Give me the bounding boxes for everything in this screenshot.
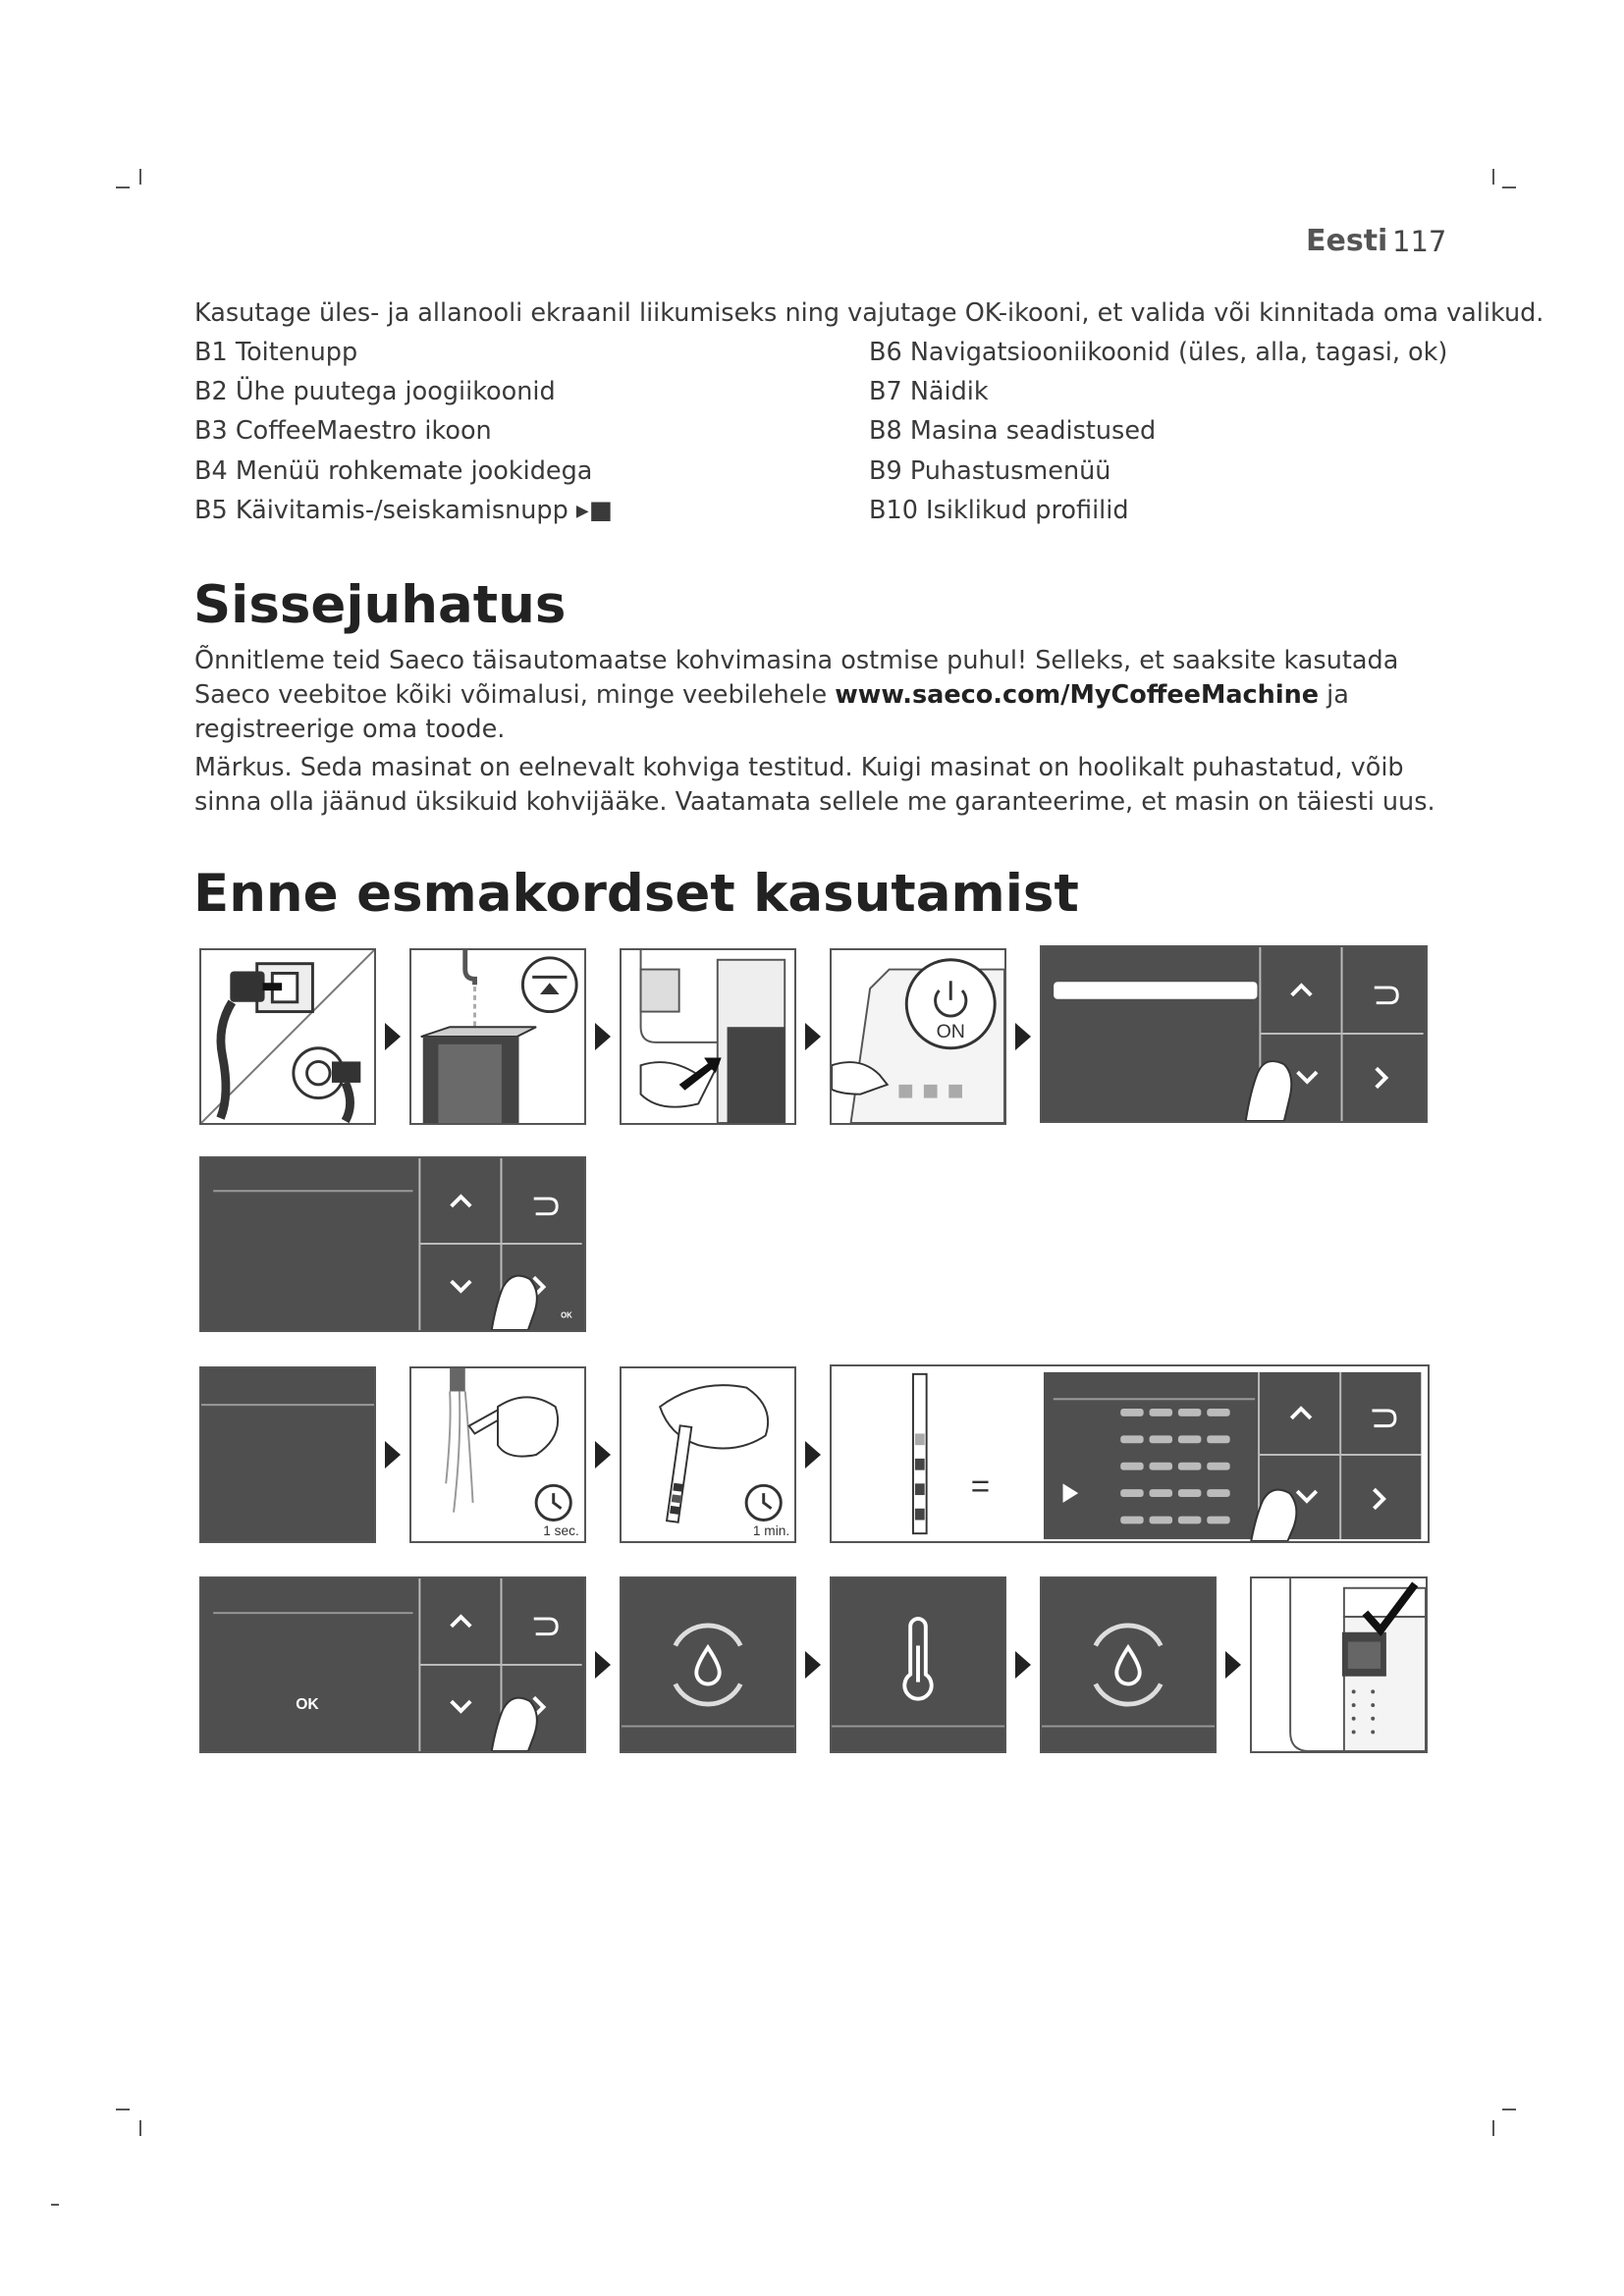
paragraph-text: Õnnitleme teid Saeco täisautomaatse kohvimasina ostmise puhul! Selleks, et saaksite kasutada Saeco veebitoe kõiki võimalusi, minge veebilehele (194, 646, 1399, 710)
figure-done (1250, 1576, 1428, 1753)
figure-display-blank (199, 1366, 376, 1543)
figure-test-strip-water (409, 1366, 586, 1543)
step-arrow (805, 1441, 821, 1468)
chevron-down-icon (452, 1281, 471, 1291)
figure-plug-in (199, 948, 376, 1125)
chevron-right-icon (1377, 1068, 1386, 1088)
step-arrow (595, 1651, 611, 1679)
step-arrow (595, 1441, 611, 1468)
ok-label: OK (296, 1695, 319, 1713)
equals-sign: = (970, 1468, 991, 1506)
step-arrow (1015, 1651, 1031, 1679)
on-label: ON (936, 1020, 965, 1042)
thermometer-icon (904, 1619, 931, 1699)
crop-mark (139, 169, 141, 185)
intro-text: Kasutage üles- ja allanooli ekraanil liikumiseks ning vajutage OK-ikooni, et valida või kinnitada oma valikud. (194, 298, 1544, 328)
figure-test-strip-wait (620, 1366, 796, 1543)
step-arrow (1015, 1023, 1031, 1050)
intro-paragraph (194, 644, 1441, 747)
crop-mark (116, 187, 130, 188)
figure-water-tank (409, 948, 586, 1125)
website-link[interactable]: www.saeco.com/MyCoffeeMachine (835, 680, 1320, 710)
legend-item: B3 CoffeeMaestro ikoon (194, 416, 492, 446)
drop-icon (676, 1626, 740, 1704)
timer-icon (536, 1485, 570, 1520)
crop-mark (139, 2120, 141, 2136)
timer-label: 1 min. (752, 1523, 790, 1539)
step-arrow (385, 1023, 401, 1050)
back-icon (534, 1199, 557, 1214)
back-icon (1375, 988, 1397, 1003)
legend-item: B10 Isiklikud profiilid (869, 496, 1129, 525)
note-paragraph: Märkus. Seda masinat on eelnevalt kohviga testitud. Kuigi masinat on hoolikalt puhastatud, võib sinna olla jäänud üksikuid kohvijääke. Vaatamata sellele me garanteerime, et masin on täiesti uus. (194, 753, 1435, 817)
legend-item: B6 Navigatsiooniikoonid (üles, alla, tagasi, ok) (869, 338, 1448, 367)
step-arrow (1225, 1651, 1241, 1679)
crop-mark (1492, 169, 1494, 185)
step-arrow (805, 1023, 821, 1050)
crop-mark (1492, 2120, 1494, 2136)
chevron-up-icon (1292, 986, 1312, 995)
section-heading: Sissejuhatus (193, 575, 567, 635)
figure-heating (830, 1576, 1006, 1753)
chevron-up-icon (452, 1617, 471, 1627)
figure-rinse-cycle-2 (1040, 1576, 1217, 1753)
crop-mark (116, 2109, 130, 2110)
section-heading: Enne esmakordset kasutamist (193, 864, 1079, 924)
legend-item: B4 Menüü rohkemate jookidega (194, 456, 593, 486)
figure-display-ok (199, 1576, 586, 1753)
page-number: 117 (1392, 225, 1447, 258)
legend-item: B5 Käivitamis-/seiskamisnupp ▸■ (194, 496, 613, 525)
step-arrow (385, 1441, 401, 1468)
drop-icon (1096, 1626, 1161, 1704)
chevron-down-icon (452, 1701, 471, 1711)
legend-item: B7 Näidik (869, 377, 989, 406)
header-language: Eesti (1306, 224, 1388, 258)
timer-icon (746, 1485, 781, 1520)
crop-mark (1502, 2109, 1516, 2110)
step-arrow (595, 1023, 611, 1050)
legend-item: B9 Puhastusmenüü (869, 456, 1111, 486)
legend-item: B1 Toitenupp (194, 338, 358, 367)
figure-hardness-setting (830, 1364, 1430, 1543)
ok-small-label: OK (561, 1310, 572, 1320)
back-icon (534, 1619, 557, 1634)
chevron-up-icon (452, 1197, 471, 1206)
figure-display-step (199, 1156, 586, 1332)
figure-insert-tank (620, 948, 796, 1125)
legend-item: B8 Masina seadistused (869, 416, 1157, 446)
crop-mark (1502, 187, 1516, 188)
legend-item: B2 Ühe puutega joogiikoonid (194, 377, 556, 406)
timer-label: 1 sec. (543, 1523, 579, 1539)
figure-rinse-cycle (620, 1576, 796, 1753)
crop-mark (51, 2204, 59, 2206)
chevron-down-icon (1298, 1072, 1318, 1082)
paragraph-text: ja registreerige oma toode. (194, 680, 1349, 744)
plug-icon (221, 964, 361, 1121)
figure-display-nav (1040, 945, 1428, 1123)
figure-power-on (830, 948, 1006, 1125)
step-arrow (805, 1651, 821, 1679)
